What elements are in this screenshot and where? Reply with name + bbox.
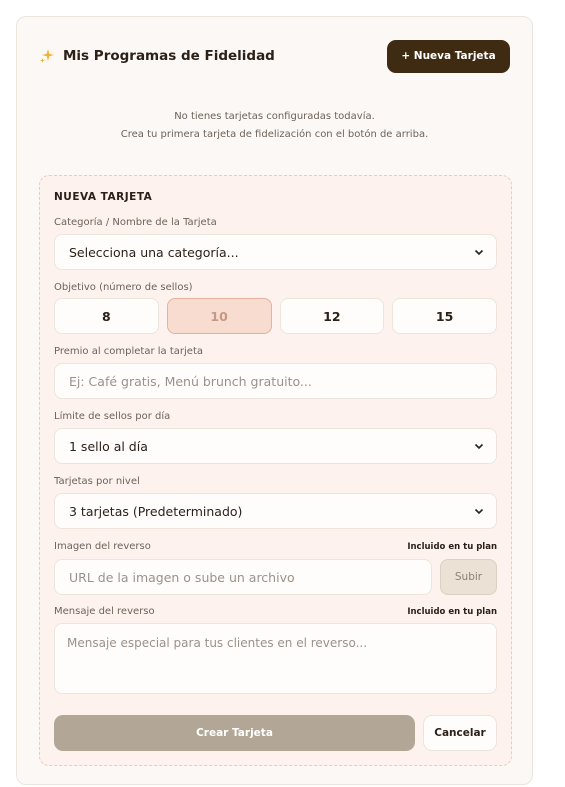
cards-per-level-select[interactable] xyxy=(54,493,497,529)
goal-options xyxy=(54,298,497,334)
back-message-textarea[interactable] xyxy=(54,623,497,694)
goal-option-10[interactable]: 10 xyxy=(167,298,272,334)
goal-option-8[interactable]: 8 xyxy=(54,298,159,334)
daily-limit-select[interactable] xyxy=(54,428,497,464)
chevron-down-icon xyxy=(474,441,484,451)
category-label: Categoría / Nombre de la Tarjeta xyxy=(54,217,217,228)
back-image-url-placeholder: URL de la imagen o sube un archivo xyxy=(69,569,295,585)
reward-input-placeholder: Ej: Café gratis, Menú brunch gratuito... xyxy=(69,373,312,389)
category-select[interactable] xyxy=(54,234,497,270)
sparkle-icon xyxy=(39,48,55,64)
goal-option-15[interactable]: 15 xyxy=(392,298,497,334)
reward-input[interactable] xyxy=(54,363,497,399)
loyalty-programs-panel xyxy=(16,16,533,785)
goal-option-12[interactable]: 12 xyxy=(280,298,385,334)
new-card-form xyxy=(39,175,512,766)
back-message-placeholder: Mensaje especial para tus clientes en el reverso... xyxy=(67,636,368,650)
back-image-label: Imagen del reverso xyxy=(54,541,151,552)
upload-button[interactable]: Subir xyxy=(440,559,497,595)
panel-header xyxy=(39,39,510,73)
new-card-button[interactable]: + Nueva Tarjeta xyxy=(387,40,510,73)
back-image-url-input[interactable] xyxy=(54,559,432,595)
daily-limit-label: Límite de sellos por día xyxy=(54,411,171,422)
empty-state-line-2: Crea tu primera tarjeta de fidelización con el botón de arriba. xyxy=(120,129,429,140)
empty-state xyxy=(17,108,532,144)
goal-label: Objetivo (número de sellos) xyxy=(54,282,193,293)
daily-limit-value: 1 sello al día xyxy=(69,438,148,454)
title-wrap xyxy=(39,48,275,64)
form-heading: NUEVA TARJETA xyxy=(54,191,153,203)
back-message-label: Mensaje del reverso xyxy=(54,606,155,617)
back-image-included-badge: Incluido en tu plan xyxy=(407,542,497,552)
cancel-button[interactable]: Cancelar xyxy=(423,715,497,751)
page-title: Mis Programas de Fidelidad xyxy=(63,48,275,64)
empty-state-line-1: No tienes tarjetas configuradas todavía. xyxy=(174,111,375,122)
chevron-down-icon xyxy=(474,506,484,516)
category-select-value: Selecciona una categoría... xyxy=(69,244,239,260)
cards-per-level-label: Tarjetas por nivel xyxy=(54,476,140,487)
cards-per-level-value: 3 tarjetas (Predeterminado) xyxy=(69,503,243,519)
reward-label: Premio al completar la tarjeta xyxy=(54,346,203,357)
create-card-button[interactable]: Crear Tarjeta xyxy=(54,715,415,751)
back-message-included-badge: Incluido en tu plan xyxy=(407,607,497,617)
chevron-down-icon xyxy=(474,247,484,257)
